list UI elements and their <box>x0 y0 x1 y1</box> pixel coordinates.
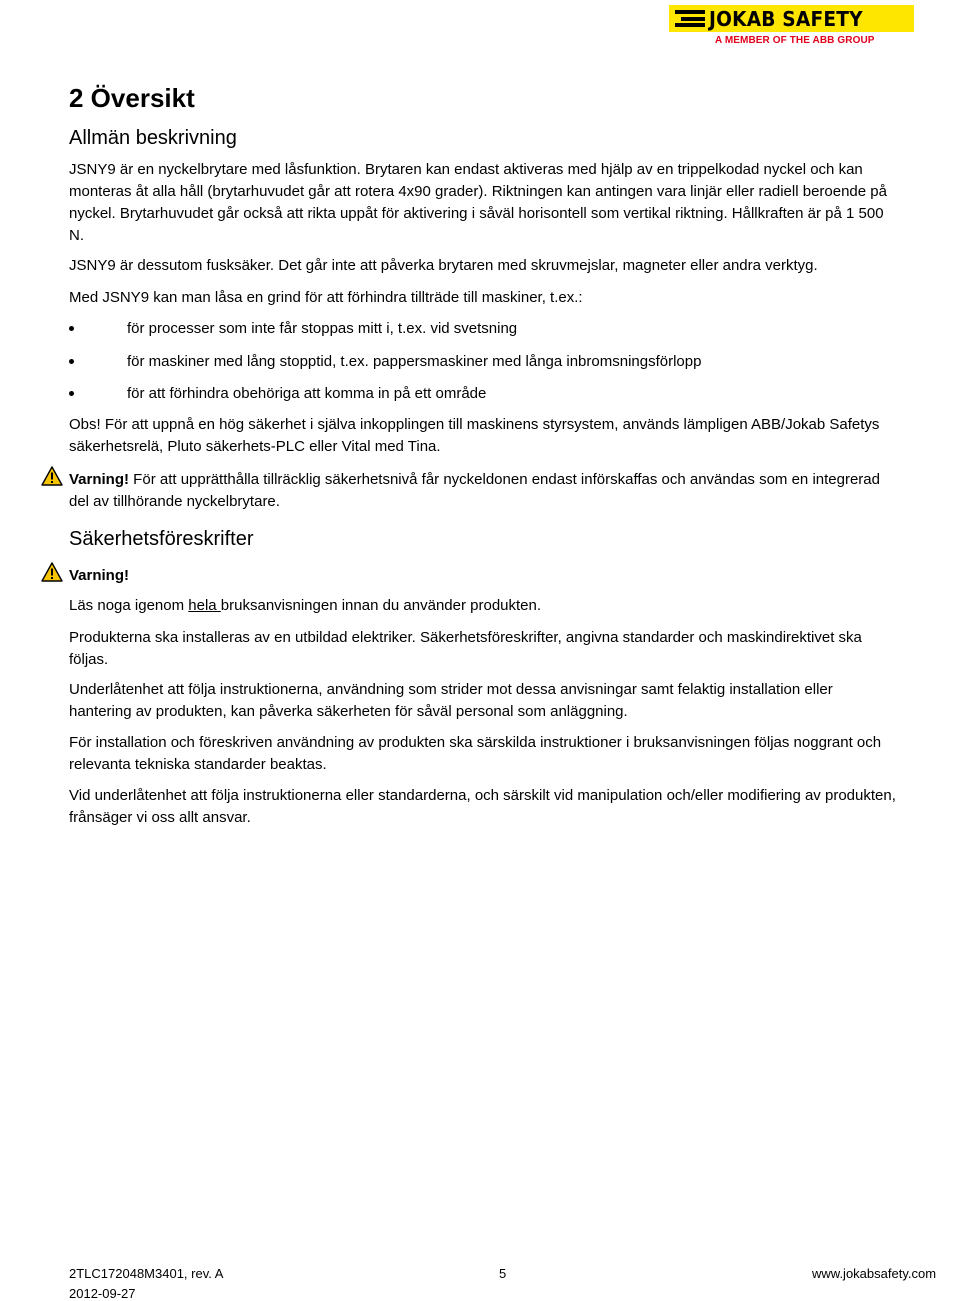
logo-stripes-icon <box>675 10 705 27</box>
paragraph-instructions: För installation och föreskriven användning av produkten ska särskilda instruktioner i bruksanvisningen följas noggrant och relevanta tekniska standarder beaktas. <box>69 734 882 773</box>
paragraph-usage-intro: Med JSNY9 kan man låsa en grind för att förhindra tillträde till maskiner, t.ex.: <box>69 289 583 306</box>
paragraph-negligence: Underlåtenhet att följa instruktionerna, användning som strider mot dessa anvisningar samt felaktig installation eller hantering av produkten, kan påverka säkerheten för såväl personal som anläggning. <box>69 681 833 720</box>
footer-date: 2012-09-27 <box>69 1286 136 1301</box>
warning-heading: Varning! <box>69 567 130 584</box>
logo-subtitle: A MEMBER OF THE ABB GROUP <box>715 35 875 46</box>
warning-icon <box>41 466 63 486</box>
footer-page-number: 5 <box>499 1266 507 1281</box>
paragraph-description: JSNY9 är en nyckelbrytare med låsfunktion. Brytaren kan endast aktiveras med hjälp av en trippelkodad nyckel och kan monteras åt alla håll (brytarhuvudet går att rotera 4x90 grader). Riktningen kan antingen vara linjär eller radiell beroende på nyckel. Brytarhuvudet går också att rikta uppåt för aktivering i såväl horisontell som vertikal riktning. Hållkraften är på 1 500 N. <box>69 161 887 244</box>
paragraph-note: Obs! För att uppnå en hög säkerhet i själva inkopplingen till maskinens styrsystem, används lämpligen ABB/Jokab Safetys säkerhetsrelä, Pluto säkerhets-PLC eller Vital med Tina. <box>69 416 880 455</box>
warning-text: För att upprätthålla tillräcklig säkerhetsnivå får nyckeldonen endast införskaffas och användas som en integrerad del av tillhörande nyckelbrytare. <box>69 471 880 510</box>
paragraph-tamper-proof: JSNY9 är dessutom fusksäker. Det går inte att påverka brytaren med skruvmejslar, magneter eller andra verktyg. <box>69 257 818 274</box>
footer-doc-number: 2TLC172048M3401, rev. A <box>69 1266 224 1281</box>
footer-website: www.jokabsafety.com <box>812 1266 937 1281</box>
paragraph-read-manual: Läs noga igenom hela bruksanvisningen innan du använder produkten. <box>69 597 542 614</box>
section-heading-general: Allmän beskrivning <box>69 127 237 149</box>
section-heading-safety: Säkerhetsföreskrifter <box>69 528 254 550</box>
page-title: 2 Översikt <box>69 83 195 113</box>
paragraph-warning <box>69 469 899 513</box>
jokab-safety-logo <box>669 5 914 32</box>
warning-icon <box>41 562 63 582</box>
bullet-icon <box>69 359 74 364</box>
bullet-icon <box>69 391 74 396</box>
paragraph-installation: Produkterna ska installeras av en utbildad elektriker. Säkerhetsföreskrifter, angivna standarder och maskindirektivet ska följas. <box>69 629 862 668</box>
paragraph-liability: Vid underlåtenhet att följa instruktionerna eller standarderna, och särskilt vid manipulation och/eller modifiering av produkten, frånsäger vi oss allt ansvar. <box>69 787 896 826</box>
logo-text: JOKAB SAFETY <box>709 6 863 31</box>
warning-label: Varning! <box>69 471 130 488</box>
emphasis-underlined: hela <box>188 597 221 614</box>
bullet-icon <box>69 326 74 331</box>
